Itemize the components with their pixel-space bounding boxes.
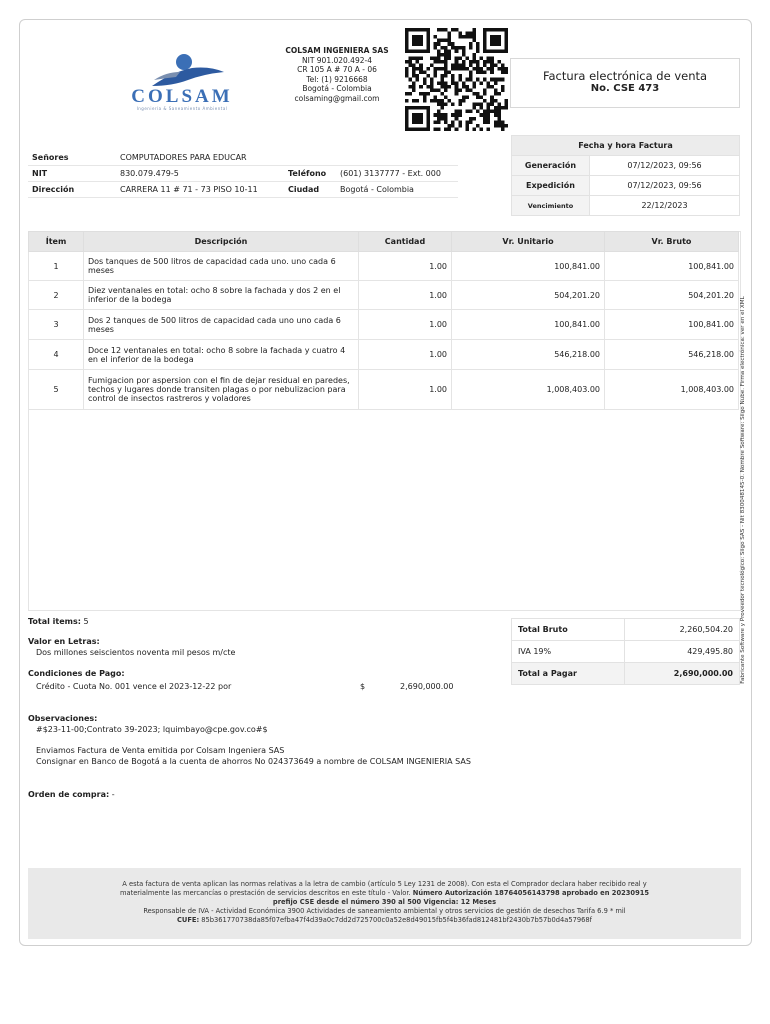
company-city: Bogotá - Colombia xyxy=(302,84,372,94)
total-items xyxy=(28,617,89,627)
col-descripcion: Descripción xyxy=(84,232,359,252)
cufe-value: 85b361770738da85f07efba47f4d39a0c7dd2d725700c0a52e8d49015fb5f4b36fad812481bf2430b7b57b0d4a57968f xyxy=(201,916,593,924)
logo-text: COLSAM xyxy=(131,86,233,107)
item-gross: 100,841.00 xyxy=(605,310,739,340)
generacion-value: 07/12/2023, 09:56 xyxy=(590,156,740,176)
item-number: 2 xyxy=(29,281,84,310)
pagar-label: Total a Pagar xyxy=(512,663,625,685)
footer-line2-text: materialmente las mercancías o prestación de servicios descritos en este título - Valor. xyxy=(119,889,411,897)
expedicion-value: 07/12/2023, 09:56 xyxy=(590,176,740,196)
software-provider-note xyxy=(733,270,753,710)
item-unit-price: 546,218.00 xyxy=(452,340,605,370)
total-items-label: Total items: xyxy=(28,617,81,626)
footer-line2 xyxy=(28,889,741,898)
bruto-value: 2,260,504.20 xyxy=(625,619,740,641)
item-description: Dos 2 tanques de 500 litros de capacidad cada uno uno cada 6 meses xyxy=(84,310,359,340)
logo-graphic-icon xyxy=(92,50,272,90)
nit-value: 830.079.479-5 xyxy=(116,166,284,182)
side-text: Fabricante Software y Proveedor tecnológico: Siigo SAS - Nit 830048145-0. Nombre Software: Siigo Nube. Firma electrónica: ver en el XML xyxy=(740,296,746,684)
invoice-title: Factura electrónica de venta xyxy=(542,69,708,83)
bruto-label: Total Bruto xyxy=(512,619,625,641)
footer-cufe xyxy=(28,916,741,925)
pagar-value: 2,690,000.00 xyxy=(625,663,740,685)
table-row xyxy=(29,370,739,410)
footer-line1: A esta factura de venta aplican las normas relativas a la letra de cambio (artículo 5 Ley 1231 de 2008). Con esta el Comprador declara haber recibido real y xyxy=(122,880,647,888)
company-email: colsaming@gmail.com xyxy=(294,93,380,103)
condiciones-amount: 2,690,000.00 xyxy=(400,682,454,691)
item-description: Diez ventanales en total: ocho 8 sobre la fachada y dos 2 en el inferior de la bodega xyxy=(84,281,359,310)
cufe-label: CUFE: xyxy=(176,916,200,924)
table-row xyxy=(29,310,739,340)
observaciones-line1: #$23-11-00;Contrato 39-2023; lquimbayo@cpe.gov.co#$ xyxy=(36,725,268,734)
nit-label: NIT xyxy=(28,166,116,182)
orden-label: Orden de compra: xyxy=(28,790,110,799)
col-cantidad: Cantidad xyxy=(359,232,452,252)
item-quantity: 1.00 xyxy=(359,252,452,281)
items-table xyxy=(28,231,739,410)
valor-letras-value: Dos millones seiscientos noventa mil pesos m/cte xyxy=(36,648,236,657)
item-unit-price: 504,201.20 xyxy=(452,281,605,310)
company-info xyxy=(272,46,402,104)
direccion-value: CARRERA 11 # 71 - 73 PISO 10-11 xyxy=(116,182,284,198)
condiciones-value: Crédito - Cuota No. 001 vence el 2023-12-22 por xyxy=(36,682,232,691)
vencimiento-value: 22/12/2023 xyxy=(590,196,740,216)
vencimiento-label: Vencimiento xyxy=(512,196,590,216)
generacion-label: Generación xyxy=(512,156,590,176)
senores-label: Señores xyxy=(28,150,116,166)
company-address: CR 105 A # 70 A - 06 xyxy=(297,65,377,75)
col-unitario: Vr. Unitario xyxy=(452,232,605,252)
item-description: Fumigacion por aspersion con el fin de dejar residual en paredes, techos y lugares donde transiten plagas o por nebulizacion para control de insectos rastreros y voladores xyxy=(84,370,359,410)
invoice-title-box xyxy=(510,58,740,108)
iva-label: IVA 19% xyxy=(512,641,625,663)
item-number: 5 xyxy=(29,370,84,410)
invoice-number: No. CSE 473 xyxy=(590,83,660,94)
orden-value: - xyxy=(111,790,115,799)
item-gross: 1,008,403.00 xyxy=(605,370,739,410)
valor-letras-label: Valor en Letras: xyxy=(28,637,100,646)
totals-table xyxy=(511,618,740,685)
total-items-value: 5 xyxy=(83,617,89,626)
observaciones-line3: Consignar en Banco de Bogotá a la cuenta de ahorros No 024373649 a nombre de COLSAM INGENIERIA SAS xyxy=(36,757,471,766)
legal-footer xyxy=(28,868,741,939)
expedicion-label: Expedición xyxy=(512,176,590,196)
table-row xyxy=(29,252,739,281)
orden-compra xyxy=(28,790,115,800)
senores-value: COMPUTADORES PARA EDUCAR xyxy=(116,150,458,166)
footer-authorization: Número Autorización 18764056143798 aprobado en 20230915 xyxy=(412,889,650,897)
dates-table xyxy=(511,135,740,216)
item-unit-price: 100,841.00 xyxy=(452,252,605,281)
item-gross: 546,218.00 xyxy=(605,340,739,370)
item-number: 1 xyxy=(29,252,84,281)
dates-header: Fecha y hora Factura xyxy=(512,136,740,156)
item-quantity: 1.00 xyxy=(359,281,452,310)
item-gross: 100,841.00 xyxy=(605,252,739,281)
table-row xyxy=(29,340,739,370)
footer-line3: prefijo CSE desde el número 390 al 500 Vigencia: 12 Meses xyxy=(272,898,497,906)
observaciones-label: Observaciones: xyxy=(28,714,98,723)
item-quantity: 1.00 xyxy=(359,340,452,370)
company-name: COLSAM INGENIERA SAS xyxy=(285,46,389,55)
item-number: 3 xyxy=(29,310,84,340)
telefono-label: Teléfono xyxy=(284,166,336,182)
footer-line4: Responsable de IVA - Actividad Económica 3900 Actividades de saneamiento ambiental y otros servicios de gestión de desechos Tarifa 6.9 * mil xyxy=(143,907,626,915)
observaciones-line2: Enviamos Factura de Venta emitida por Colsam Ingeniera SAS xyxy=(36,746,285,755)
ciudad-label: Ciudad xyxy=(284,182,336,198)
item-unit-price: 100,841.00 xyxy=(452,310,605,340)
company-phone: Tel: (1) 9216668 xyxy=(306,74,368,84)
qr-code-icon xyxy=(405,28,508,131)
table-row xyxy=(29,281,739,310)
item-description: Dos tanques de 500 litros de capacidad cada uno. uno cada 6 meses xyxy=(84,252,359,281)
item-quantity: 1.00 xyxy=(359,310,452,340)
company-nit: NIT 901.020.492-4 xyxy=(302,55,372,65)
col-bruto: Vr. Bruto xyxy=(605,232,739,252)
item-gross: 504,201.20 xyxy=(605,281,739,310)
condiciones-label: Condiciones de Pago: xyxy=(28,669,125,678)
invoice-page xyxy=(19,19,752,946)
item-quantity: 1.00 xyxy=(359,370,452,410)
currency-symbol: $ xyxy=(360,682,366,691)
direccion-label: Dirección xyxy=(28,182,116,198)
logo-subtext: Ingeniería & Saneamiento Ambiental xyxy=(136,106,228,111)
item-description: Doce 12 ventanales en total: ocho 8 sobre la fachada y cuatro 4 en el inferior de la bodega xyxy=(84,340,359,370)
item-unit-price: 1,008,403.00 xyxy=(452,370,605,410)
iva-value: 429,495.80 xyxy=(625,641,740,663)
customer-info xyxy=(28,150,458,198)
company-logo xyxy=(92,50,272,112)
telefono-value: (601) 3137777 - Ext. 000 xyxy=(336,166,458,182)
ciudad-value: Bogotá - Colombia xyxy=(336,182,458,198)
col-item: Ítem xyxy=(29,232,84,252)
item-number: 4 xyxy=(29,340,84,370)
